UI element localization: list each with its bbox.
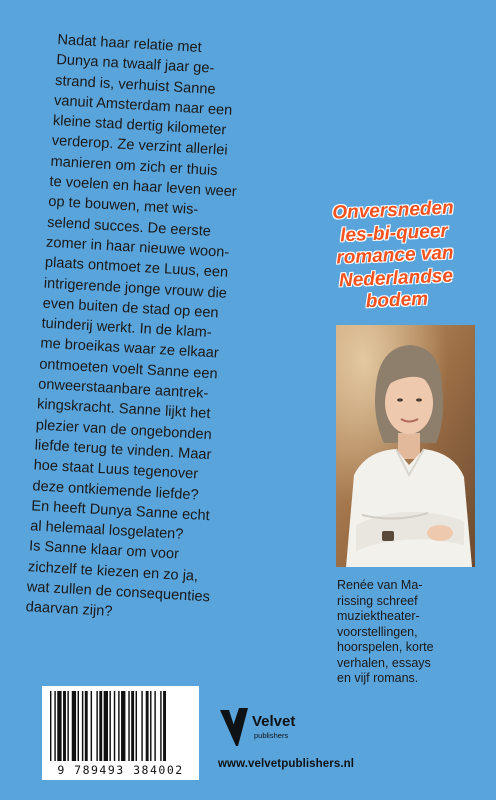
blurb-line: selend succes. De eerste — [46, 214, 212, 240]
blurb-line: even buiten de stad op een — [42, 295, 219, 322]
author-photo — [336, 325, 475, 567]
barcode-bar — [114, 691, 115, 761]
barcode-bar — [78, 691, 79, 761]
blurb-line: kingskracht. Sanne lijkt het — [36, 396, 211, 423]
publisher-website: www.velvetpublishers.nl — [218, 758, 355, 770]
blurb-line: daarvan zijn? — [25, 599, 113, 621]
blurb-line: ontmoeten voelt Sanne een — [38, 356, 218, 383]
blurb-line: wat zullen de consequenties — [26, 579, 211, 606]
barcode-bar — [99, 691, 102, 761]
barcode-bar — [154, 691, 155, 761]
author-portrait-illustration — [336, 325, 475, 567]
blurb-line: intrigerende jonge vrouw die — [43, 275, 228, 302]
blurb-line: kleine stad dertig kilometer — [52, 113, 227, 139]
barcode-bar — [136, 691, 137, 761]
velvet-v-icon — [218, 706, 250, 750]
blurb-line: Nadat haar relatie met — [56, 31, 203, 57]
barcode-bar — [63, 691, 66, 761]
barcode-digits: 9 789493 384002 — [57, 763, 184, 777]
back-cover-blurb — [25, 30, 297, 631]
author-bio — [337, 578, 487, 687]
barcode-bar — [67, 691, 68, 761]
bio-line: muziektheater- — [337, 609, 420, 623]
blurb-line: deze ontkiemende liefde? — [32, 477, 200, 504]
publisher-logo — [218, 706, 338, 756]
tagline-line: Onversneden — [331, 197, 455, 224]
barcode-bar — [54, 691, 55, 761]
blurb-line: plaats ontmoet ze Luus, een — [44, 254, 229, 282]
blurb-line: plezier van de ongebonden — [35, 417, 213, 443]
barcode-bar — [146, 691, 149, 761]
barcode-bar — [82, 691, 83, 761]
barcode-bar — [128, 691, 129, 761]
tagline-line: romance van — [335, 242, 454, 269]
blurb-line: op te bouwen, met wis- — [47, 194, 199, 219]
barcode-bar — [85, 691, 88, 761]
barcode-bar — [50, 691, 51, 761]
barcode-bar — [150, 691, 151, 761]
barcode-bar — [160, 691, 161, 761]
tagline — [298, 196, 493, 317]
barcode-bar — [72, 691, 76, 761]
blurb-line: al helemaal losgelaten? — [29, 518, 184, 543]
barcode-bar — [131, 691, 134, 761]
bio-line: rissing schreef — [337, 593, 418, 608]
barcode-bar — [141, 691, 142, 761]
blurb-line: En heeft Dunya Sanne echt — [30, 498, 211, 525]
barcode-bar — [163, 691, 166, 761]
barcode-bar — [96, 691, 97, 761]
bio-line: en vijf romans. — [337, 671, 419, 685]
tagline-line: Nederlandse — [338, 265, 454, 291]
blurb-line: manieren om zich er thuis — [50, 153, 218, 179]
barcode-bar — [91, 691, 92, 761]
bio-line: voorstellingen, — [337, 624, 418, 639]
bio-line: verhalen, essays — [337, 655, 431, 670]
blurb-line: vanuit Amsterdam naar een — [53, 92, 233, 119]
blurb-line: hoe staat Luus tegenover — [33, 457, 199, 483]
tagline-line: les-bi-queer — [339, 220, 449, 246]
barcode-bar — [109, 691, 110, 761]
bio-line: Renée van Ma- — [337, 578, 423, 592]
blurb-line: Is Sanne klaar om voor — [28, 538, 180, 563]
blurb-line: strand is, verhuist Sanne — [54, 72, 216, 98]
barcode-bar — [57, 691, 61, 761]
blurb-line: onweerstaanbare aantrek- — [37, 376, 209, 402]
blurb-line: tuinderij werkt. In de klam- — [41, 315, 213, 342]
blurb-line: verderop. Ze verzint allerlei — [51, 133, 228, 160]
blurb-line: zomer in haar nieuwe woon- — [45, 234, 230, 261]
publisher-name: Velvet — [252, 713, 296, 730]
publisher-subtitle: publishers — [254, 731, 289, 740]
blurb-line: te voelen en haar leven weer — [49, 173, 238, 201]
isbn-barcode — [42, 686, 199, 780]
barcode-bar — [118, 691, 119, 761]
blurb-line: Dunya na twaalf jaar ge- — [55, 52, 215, 78]
barcode-bars — [42, 686, 199, 764]
barcode-bar — [121, 691, 125, 761]
barcode-bar — [104, 691, 108, 761]
blurb-line: me broeikas waar ze elkaar — [40, 335, 220, 362]
tagline-line: bodem — [365, 288, 429, 313]
blurb-line: zichzelf te kiezen en zo ja, — [27, 558, 199, 585]
blurb-line: liefde terug te vinden. Maar — [34, 437, 212, 464]
bio-line: hoorspelen, korte — [337, 640, 434, 654]
